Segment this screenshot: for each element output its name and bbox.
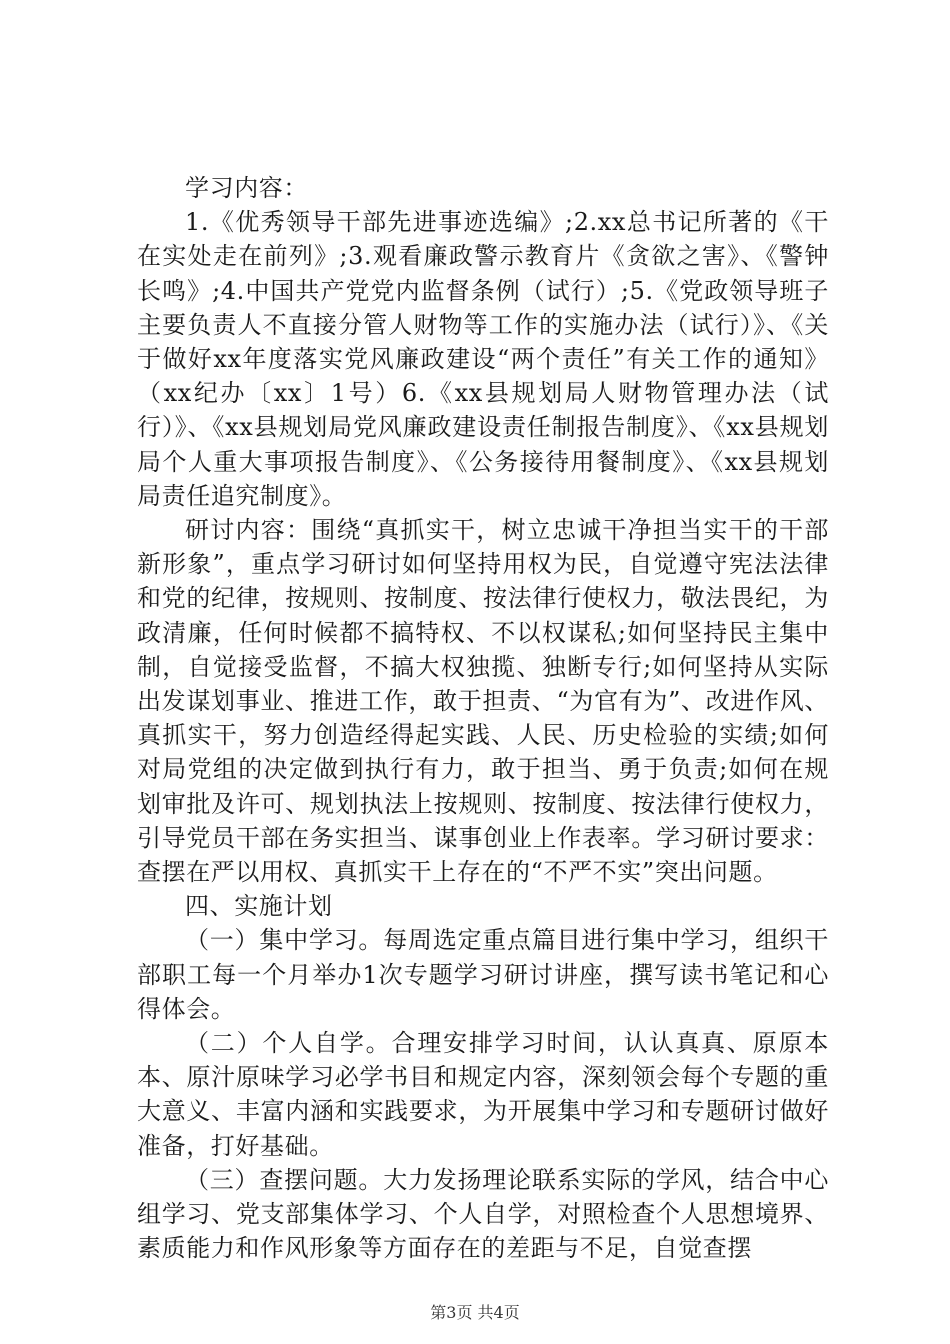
section-heading-implementation-plan: 四、实施计划 [185, 892, 333, 921]
paragraph-discussion-content: 研讨内容：围绕“真抓实干，树立忠诚干净担当实干的干部新形象”，重点学习研讨如何坚持用权为民，自觉遵守宪法法律和党的纪律，按规则、按制度、按法律行使权力，敬法畏纪，为政清廉，任何时候都不搞特权、不以权谋私;如何坚持民主集中制，自觉接受监督，不搞大权独揽、独断专行;如何坚持从实际出发谋划事业、推进工作，敢于担责、“为官有为”、改进作风、真抓实干，努力创造经得起实践、人民、历史检验的实绩;如何对局党组的决定做到执行有力，敢于担当、勇于负责;如何在规划审批及许可、规划执法上按规则、按制度、按法律行使权力，引导党员干部在务实担当、谋事创业上作表率。学习研讨要求：查摆在严以用权、真抓实干上存在的“不严不实”突出问题。 [137, 516, 829, 887]
paragraph-centralized-study: （一）集中学习。每周选定重点篇目进行集中学习，组织干部职工每一个月举办1次专题学习研讨讲座，撰写读书笔记和心得体会。 [137, 926, 829, 1023]
document-body [137, 171, 829, 1266]
paragraph-self-study: （二）个人自学。合理安排学习时间，认认真真、原原本本、原汁原味学习必学书目和规定内容，深刻领会每个专题的重大意义、丰富内涵和实践要求，为开展集中学习和专题研讨做好准备，打好基础。 [137, 1029, 829, 1160]
paragraph-study-content-heading: 学习内容： [185, 174, 308, 202]
page-footer: 第3页 共4页 [430, 1303, 520, 1322]
paragraph-study-content-list: 1.《优秀领导干部先进事迹选编》;2.xx总书记所著的《干在实处走在前列》;3.观看廉政警示教育片《贪欲之害》、《警钟长鸣》;4.中国共产党党内监督条例（试行）;5.《党政领导班子主要负责人不直接分管人财物等工作的实施办法（试行）》、《关于做好xx年度落实党风廉政建设“两个责任”有关工作的通知》（xx纪办〔xx〕1号）6.《xx县规划局人财物管理办法（试行）》、《xx县规划局党风廉政建设责任制报告制度》、《xx县规划局个人重大事项报告制度》、《公务接待用餐制度》、《xx县规划局责任追究制度》。 [137, 208, 829, 510]
paragraph-identify-problems: （三）查摆问题。大力发扬理论联系实际的学风，结合中心组学习、党支部集体学习、个人自学，对照检查个人思想境界、素质能力和作风形象等方面存在的差距与不足，自觉查摆 [137, 1165, 829, 1263]
